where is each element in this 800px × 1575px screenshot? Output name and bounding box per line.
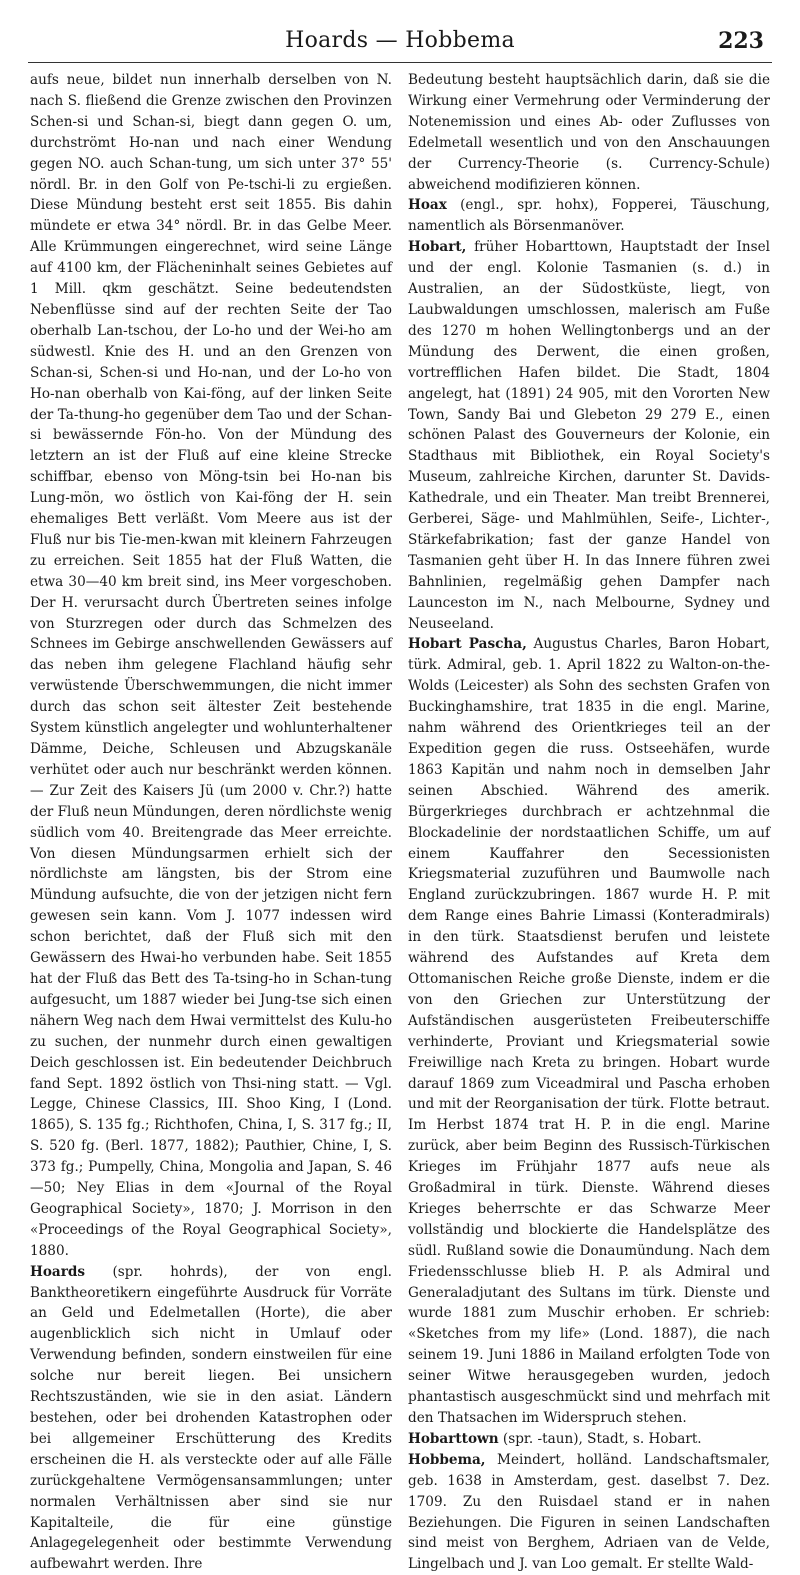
entry-hoax <box>408 195 770 237</box>
page-number: 223 <box>718 28 764 54</box>
headword: Hobart, <box>408 239 467 256</box>
header-rule <box>28 62 772 63</box>
headword: Hobbema, <box>408 1451 486 1468</box>
headword: Hobarttown <box>408 1430 499 1447</box>
entry-hobart <box>408 237 770 634</box>
entry-continuation: Bedeutung besteht hauptsächlich darin, daß sie die Wirkung einer Vermehrung oder Verminderung der Notenemission und eines Ab- oder Zuflusses von Edelmetall wesentlich und von den Anschauungen der Currency-Theorie (s. Currency-Schule) abweichend modifizieren können. <box>408 72 770 193</box>
headword: Hobart Pascha, <box>408 636 527 653</box>
right-column <box>408 70 771 1573</box>
entry-body: Meindert, holländ. Landschaftsmaler, geb. 1638 in Amsterdam, gest. daselbst 7. Dez. 1709. Zu den Ruisdael stand er in nahen Beziehungen. Die Figuren in seinen Landschaften sind meist von Berghem, Adriaen van de Velde, Lingelbach und J. van Loo gemalt. Er stellte Wald- <box>408 1451 770 1573</box>
entry-body: (engl., spr. hohx), Fopperei, Täuschung, namentlich als Börsenmanöver. <box>408 197 770 235</box>
entry-hobbema <box>408 1450 770 1575</box>
page-header <box>30 22 770 62</box>
entry-body: (spr. hohrds), der von engl. Banktheoretikern eingeführte Ausdruck für Vorräte an Geld und Edelmetallen (Horte), die aber augenblicklich sich nicht in Umlauf oder Verwendung befinden, sondern einstweilen für eine solche nur bereit liegen. Bei unsichern Rechtszuständen, wie sie in den asiat. Ländern bestehen, oder bei drohenden Katastrophen oder bei allgemeiner Erschütterung des Kredits erscheinen die H. als versteckte oder auf alle Fälle zurückgehaltene Vermögensansammlungen; unter normalen Verhältnissen aber sind sie nur Kapitalteile, die für eine günstige Anlagegelegenheit oder bestimmte Verwendung aufbewahrt werden. Ihre <box>30 1263 392 1573</box>
left-column <box>30 70 392 1573</box>
entry-body: (spr. -taun), Stadt, s. Hobart. <box>498 1430 702 1447</box>
entry-hoards <box>30 1262 392 1575</box>
entry-hobarttown <box>408 1429 770 1450</box>
running-title: Hoards — Hobbema <box>285 28 515 53</box>
entry-hobart-pascha <box>408 634 770 1428</box>
entry-body: früher Hobarttown, Hauptstadt der Insel und der engl. Kolonie Tasmanien (s. d.) in Australien, an der Südostküste, liegt, von Laubwaldungen umschlossen, malerisch am Fuße des 1270 m hohen Wellingtonbergs und an der Mündung des Derwent, die einen großen, vortrefflichen Hafen bildet. Die Stadt, 1804 angelegt, hat (1891) 24 905, mit den Vororten New Town, Sandy Bai und Glebeton 29 279 E., einen schönen Palast des Gouverneurs der Kolonie, ein Stadthaus mit Bibliothek, ein Royal Society's Museum, zahlreiche Kirchen, darunter St. Davids-Kathedrale, und ein Theater. Man treibt Brennerei, Gerberei, Säge- und Mahlmühlen, Seife-, Lichter-, Stärkefabrikation; fast der ganze Handel von Tasmanien geht über H. In das Innere führen zwei Bahnlinien, regelmäßig gehen Dampfer nach Launceston im N., nach Melbourne, Sydney und Neuseeland. <box>408 239 770 632</box>
entry-continuation: aufs neue, bildet nun innerhalb derselben von N. nach S. fließend die Grenze zwischen den Provinzen Schen-si und Schan-si, biegt dann gegen O. um, durchströmt Ho-nan und nach einer Wendung gegen NO. auch Schan-tung, um sich unter 37° 55' nördl. Br. in den Golf von Pe-tschi-li zu ergießen. Diese Mündung besteht erst seit 1855. Bis dahin mündete er etwa 34° nördl. Br. in das Gelbe Meer. Alle Krümmungen eingerechnet, wird seine Länge auf 4100 km, der Flächeninhalt seines Gebietes auf 1 Mill. qkm geschätzt. Seine bedeutendsten Nebenflüsse sind auf der rechten Seite der Tao oberhalb Lan-tschou, der Lo-ho und der Wei-ho am südwestl. Knie des H. und an den Grenzen von Schan-si, Schen-si und Ho-nan, und der Lo-ho von Ho-nan oberhalb von Kai-föng, auf der linken Seite der Ta-thung-ho gegenüber dem Tao und der Schan-si bewässernde Fön-ho. Von der Mündung des letztern an ist der Fluß auf eine kleine Strecke schiffbar, ebenso von Möng-tsin bei Ho-nan bis Lung-mön, wo östlich von Kai-föng der H. sein ehemaliges Bett verläßt. Vom Meere aus ist der Fluß nur bis Tie-men-kwan mit kleinern Fahrzeugen zu erreichen. Seit 1855 hat der Fluß Watten, die etwa 30—40 km breit sind, ins Meer vorgeschoben. Der H. verursacht durch Übertreten seines infolge von Sturzregen oder durch das Schmelzen des Schnees im Gebirge anschwellenden Gewässers auf das neben ihm gelegene Flachland häufig sehr verwüstende Überschwemmungen, die nicht immer durch das schon seit ältester Zeit bestehende System künstlich angelegter und wohlunterhaltener Dämme, Deiche, Schleusen und Abzugskanäle verhütet oder auch nur beschränkt werden können. — Zur Zeit des Kaisers Jü (um 2000 v. Chr.?) hatte der Fluß neun Mündungen, deren nördlichste wenig südlich vom 40. Breitengrade das Meer erreichte. Von diesen Mündungsarmen erhielt sich der nördlichste am längsten, bis der Strom eine Mündung aufsuchte, die von der jetzigen nicht fern gewesen sein kann. Vom J. 1077 indessen wird schon berichtet, daß der Fluß sich mit den Gewässern des Hwai-ho verbunden habe. Seit 1855 hat der Fluß das Bett des Ta-tsing-ho in Schan-tung aufgesucht, um 1887 wieder bei Jung-tse sich einen nähern Weg nach dem Hwai vermittelst des Kulu-ho zu suchen, der nunmehr durch einen gewaltigen Deich geschlossen ist. Ein bedeutender Deichbruch fand Sept. 1892 östlich von Thsi-ning statt. — Vgl. Legge, Chinese Classics, III. Shoo King, I (Lond. 1865), S. 135 fg.; Richthofen, China, I, S. 317 fg.; II, S. 520 fg. (Berl. 1877, 1882); Pauthier, Chine, I, S. 373 fg.; Pumpelly, China, Mongolia and Japan, S. 46—50; Ney Elias in dem «Journal of the Royal Geographical Society», 1870; J. Morrison in den «Proceedings of the Royal Geographical Society», 1880. <box>30 72 392 1259</box>
headword: Hoax <box>408 197 447 214</box>
entry-body: Augustus Charles, Baron Hobart, türk. Admiral, geb. 1. April 1822 zu Walton-on-the-Wolds (Leicester) als Sohn des sechsten Grafen von Buckinghamshire, trat 1835 in die engl. Marine, nahm während des Orientkrieges teil an der Expedition gegen die russ. Ostseehäfen, wurde 1863 Kapitän und nahm noch in demselben Jahr seinen Abschied. Während des amerik. Bürgerkrieges durchbrach er achtzehnmal die Blockadelinie der nordstaatlichen Schiffe, um auf einem Kauffahrer den Secessionisten Kriegsmaterial zuzuführen und Baumwolle nach England zurückzubringen. 1867 wurde H. P. mit dem Range eines Bahrie Limassi (Konteradmirals) in den türk. Staatsdienst berufen und leistete während des Aufstandes auf Kreta dem Ottomanischen Reiche große Dienste, indem er die von den Griechen zur Unterstützung der Aufständischen ausgerüsteten Freibeuterschiffe verhinderte, Proviant und Kriegsmaterial sowie Freiwillige nach Kreta zu bringen. Hobart wurde darauf 1869 zum Viceadmiral und Pascha erhoben und mit der Reorganisation der türk. Flotte betraut. Im Herbst 1874 trat H. P. in die engl. Marine zurück, aber beim Beginn des Russisch-Türkischen Krieges im Frühjahr 1877 aufs neue als Großadmiral in türk. Dienste. Während dieses Krieges beherrschte er das Schwarze Meer vollständig und blockierte die Handelsplätze des südl. Rußland sowie die Donaumündung. Nach dem Friedensschlusse blieb H. P. als Admiral und Generaladjutant des Sultans im türk. Dienste und wurde 1881 zum Muschir erhoben. Er schrieb: «Sketches from my life» (Lond. 1887), die nach seinem 19. Juni 1886 in Mailand erfolgten Tode von seiner Witwe herausgegeben wurden, jedoch phantastisch ausgeschmückt sind und mehrfach mit den Thatsachen im Widerspruch stehen. <box>408 636 771 1426</box>
headword: Hoards <box>30 1263 86 1280</box>
